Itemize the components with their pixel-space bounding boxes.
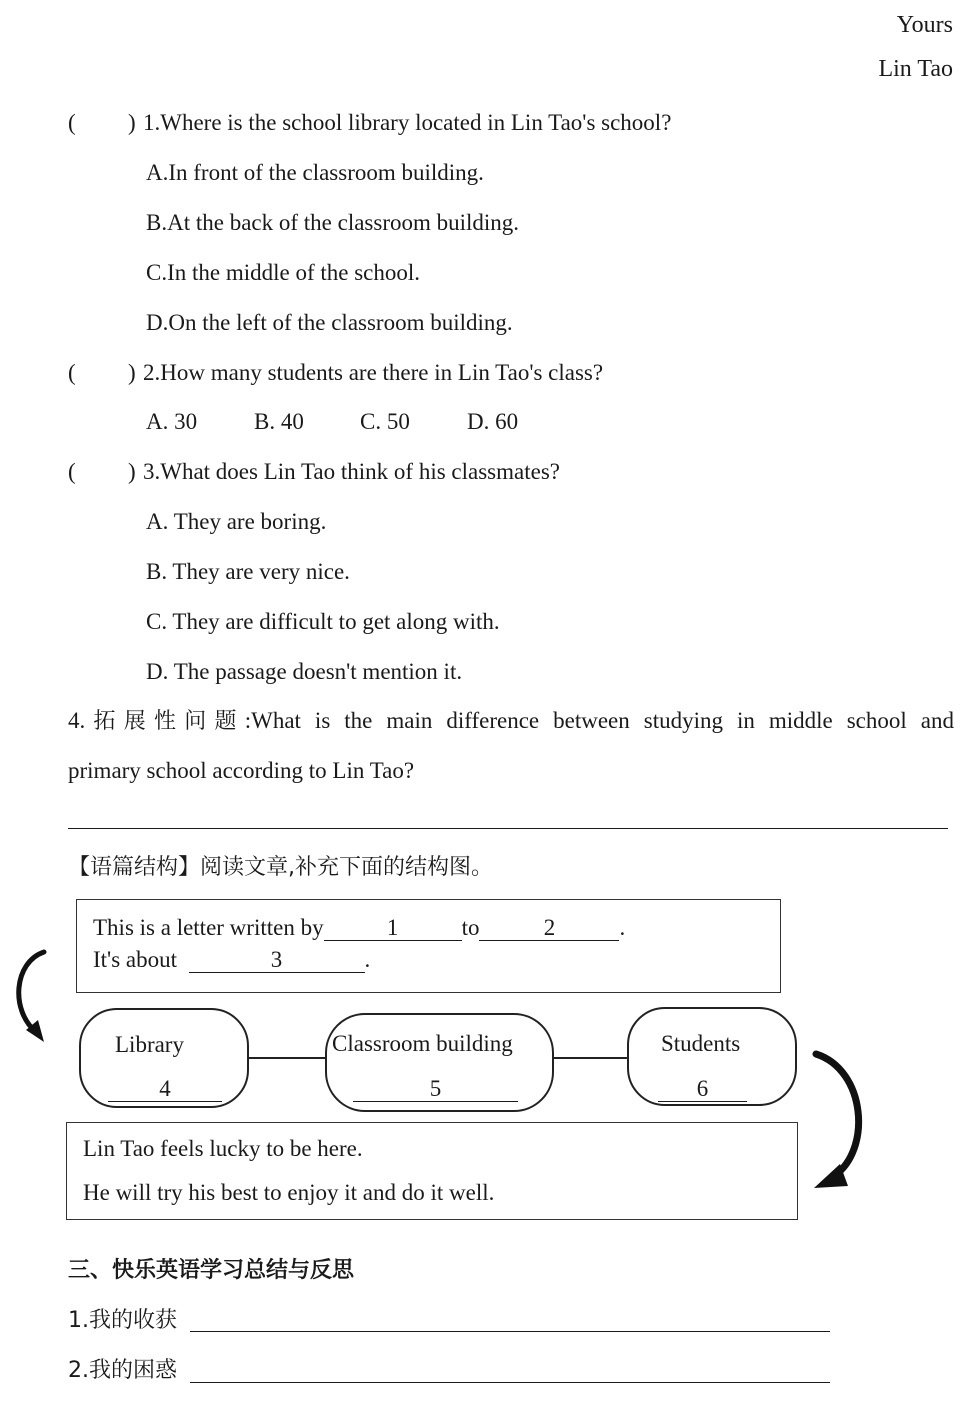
structure-bottom-box xyxy=(66,1122,798,1220)
option-c: C.In the middle of the school. xyxy=(146,260,421,285)
node-label: Students xyxy=(661,1031,741,1056)
answer-paren-close: ) xyxy=(128,459,136,484)
top-box-line-1 xyxy=(93,915,625,941)
blank-5[interactable]: 5 xyxy=(353,1076,518,1102)
question-4-line-1 xyxy=(68,709,954,733)
structure-top-box xyxy=(76,899,781,993)
answer-paren-close: ) xyxy=(128,110,136,135)
option-c: C. They are difficult to get along with. xyxy=(146,609,500,634)
option-d: D. The passage doesn't mention it. xyxy=(146,659,463,684)
connector-line xyxy=(249,1057,325,1059)
top-box-line-2 xyxy=(93,947,370,973)
option-c: C. 50 xyxy=(360,409,410,434)
blank-4[interactable]: 4 xyxy=(108,1076,222,1102)
letter-to-text: to xyxy=(461,915,480,940)
period-text: . xyxy=(364,947,371,972)
summary-item-1: 1.我的收获 xyxy=(68,1308,177,1333)
curved-arrow-right-icon xyxy=(810,1046,872,1196)
summary-answer-line-1[interactable] xyxy=(190,1331,830,1332)
question-4-tag: 拓展性问题 xyxy=(85,709,245,734)
question-4-number: 4. xyxy=(68,708,86,733)
structure-heading: 【语篇结构】阅读文章,补充下面的结构图。 xyxy=(68,855,493,880)
option-b: B. 40 xyxy=(254,409,304,434)
closing-yours: Yours xyxy=(896,12,953,38)
option-a: A.In front of the classroom building. xyxy=(146,160,484,185)
bottom-box-line-1: Lin Tao feels lucky to be here. xyxy=(83,1136,363,1161)
answer-paren-open: ( xyxy=(68,110,76,135)
summary-answer-line-2[interactable] xyxy=(190,1382,830,1383)
question-text: 3.What does Lin Tao think of his classmates? xyxy=(143,459,560,484)
summary-item-2: 2.我的困惑 xyxy=(68,1358,177,1383)
option-d: D.On the left of the classroom building. xyxy=(146,310,513,335)
node-label: Classroom building xyxy=(332,1031,513,1056)
node-library xyxy=(79,1008,249,1108)
question-text: 2.How many students are there in Lin Tao's class? xyxy=(143,360,604,385)
option-d: D. 60 xyxy=(467,409,519,434)
node-students xyxy=(627,1007,797,1106)
summary-heading: 三、快乐英语学习总结与反思 xyxy=(68,1258,355,1283)
connector-line xyxy=(554,1057,628,1059)
answer-paren-open: ( xyxy=(68,360,76,385)
curved-arrow-left-icon xyxy=(8,946,52,1050)
option-b: B. They are very nice. xyxy=(146,559,350,584)
answer-paren-close: ) xyxy=(128,360,136,385)
blank-2[interactable]: 2 xyxy=(479,915,619,941)
blank-3[interactable]: 3 xyxy=(189,947,365,973)
period-text: . xyxy=(619,915,626,940)
bottom-box-line-2: He will try his best to enjoy it and do it well. xyxy=(83,1180,495,1205)
letter-by-text: This is a letter written by xyxy=(93,915,324,940)
answer-paren-open: ( xyxy=(68,459,76,484)
closing-signature: Lin Tao xyxy=(878,56,953,82)
node-label: Library xyxy=(115,1032,184,1057)
node-classroom-building xyxy=(325,1013,554,1112)
option-a: A. They are boring. xyxy=(146,509,327,534)
question-text: 1.Where is the school library located in Lin Tao's school? xyxy=(143,110,672,135)
answer-line[interactable] xyxy=(68,828,948,829)
question-4-line-2: primary school according to Lin Tao? xyxy=(68,758,415,783)
about-text: It's about xyxy=(93,947,177,972)
option-b: B.At the back of the classroom building. xyxy=(146,210,520,235)
option-a: A. 30 xyxy=(146,409,198,434)
blank-1[interactable]: 1 xyxy=(324,915,462,941)
question-4-text-1: :What is the main difference between studying in middle school and xyxy=(244,708,954,733)
blank-6[interactable]: 6 xyxy=(658,1076,747,1102)
